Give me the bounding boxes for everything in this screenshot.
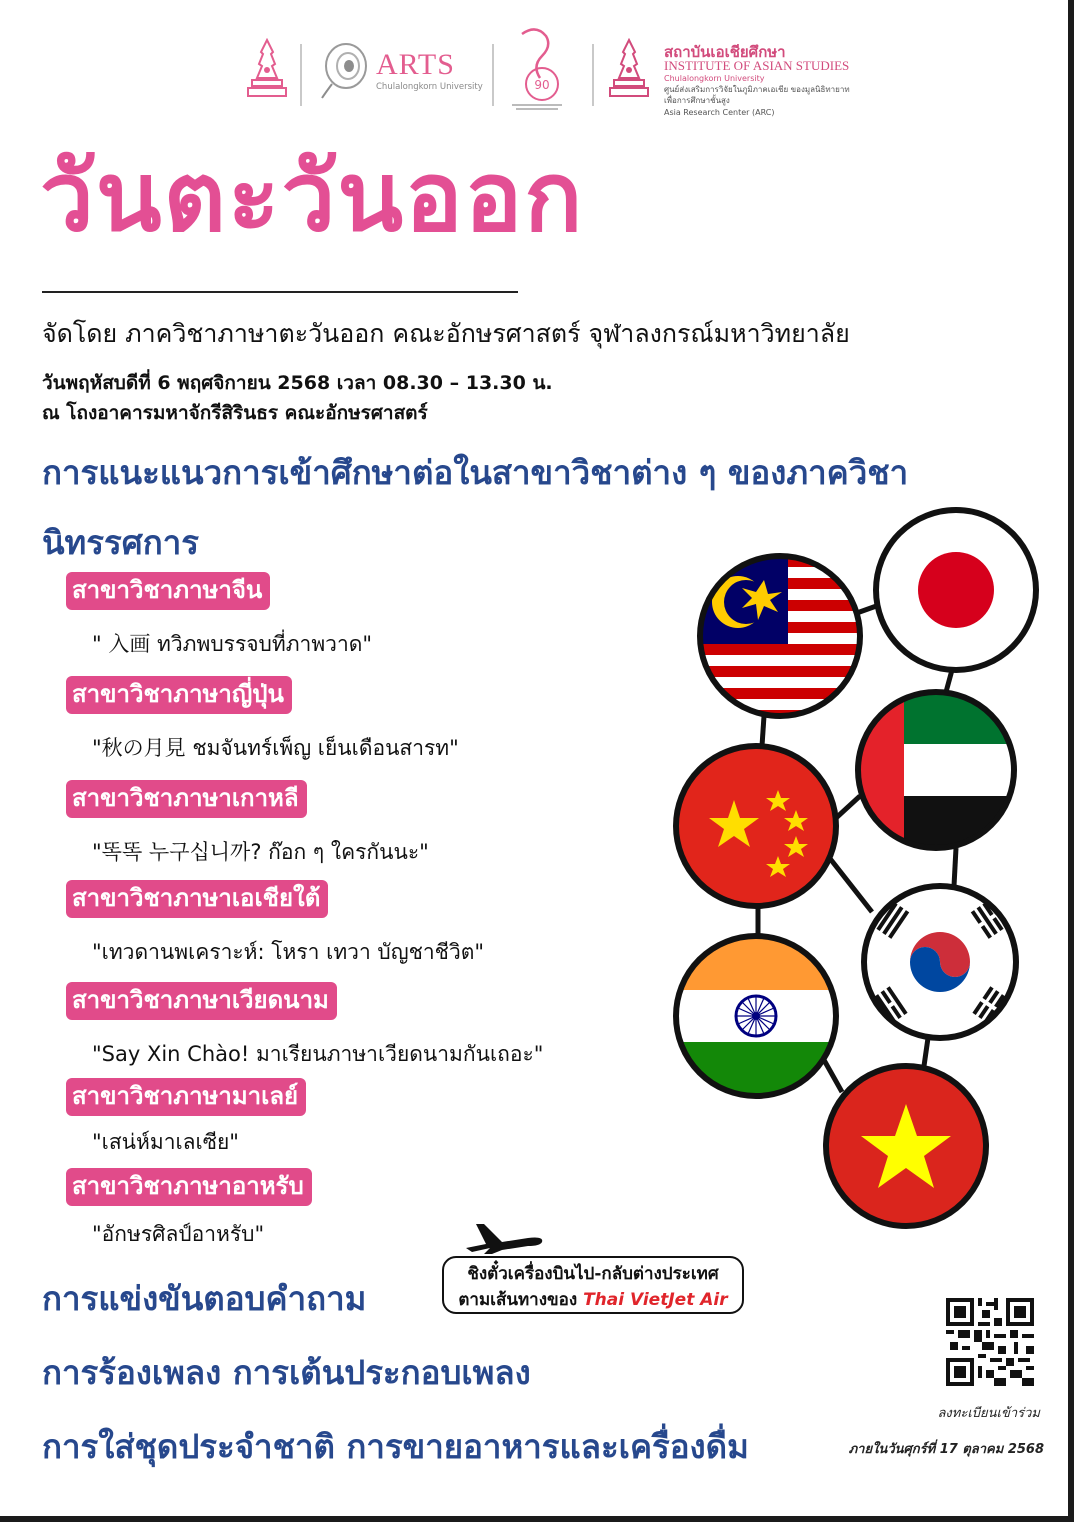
qr-code-icon[interactable] [946, 1298, 1034, 1386]
airplane-icon [462, 1220, 546, 1256]
major-korean-badge: สาขาวิชาภาษาเกาหลี [66, 780, 307, 818]
major-vietnamese-badge: สาขาวิชาภาษาเวียดนาม [66, 982, 337, 1020]
airline-brand: Thai VietJet Air [583, 1290, 728, 1310]
major-south-asian-badge: สาขาวิชาภาษาเอเชียใต้ [66, 880, 328, 918]
singing-heading: การร้องเพลง การเต้นประกอบเพลง [42, 1353, 531, 1392]
peacock-feather-icon [318, 40, 372, 100]
event-date: วันพฤหัสบดีที่ 6 พฤศจิกายน 2568 เวลา 08.30 – 13.30 น. [42, 372, 553, 394]
exhibition-heading: นิทรรศการ [42, 523, 199, 562]
major-korean-quote: "똑똑 누구십니까? ก๊อก ๆ ใครกันนะ" [92, 840, 429, 864]
event-title: วันตะวันออก [40, 141, 585, 253]
major-south-asian-quote: "เทวดานพเคราะห์: โหรา เทวา บัญชาชีวิต" [92, 940, 485, 964]
event-venue: ณ โถงอาคารมหาจักรีสิรินธร คณะอักษรศาสตร์ [42, 402, 428, 424]
major-arabic-quote: "อักษรศิลป์อาหรับ" [92, 1222, 265, 1246]
major-malay-badge: สาขาวิชาภาษามาเลย์ [66, 1078, 306, 1116]
costume-food-heading: การใส่ชุดประจำชาติ การขายอาหารและเครื่องดื่ม [42, 1427, 749, 1466]
arc-logo-english: Asia Research Center (ARC) [664, 108, 775, 117]
major-malay-quote: "เสน่ห์มาเลเซีย" [92, 1130, 239, 1154]
promo-route-text: ตามเส้นทางของ [458, 1290, 584, 1310]
major-japanese-quote: "秋の月見 ชมจันทร์เพ็ญ เย็นเดือนสารท" [92, 736, 459, 760]
anniversary-emblem-icon [502, 26, 572, 112]
ias-logo-english: INSTITUTE OF ASIAN STUDIES [664, 58, 850, 73]
arc-logo-thai: ศูนย์ส่งเสริมการวิจัยในภูมิภาคเอเชีย ของมูลนิธิทายาทเพื่อการศึกษาชั้นสูง [664, 85, 850, 105]
svg-text:90: 90 [534, 78, 550, 92]
ias-logo-thai: สถาบันเอเชียศึกษา [664, 43, 786, 61]
promo-line-1: ชิงตั๋วเครื่องบินไป-กลับต่างประเทศ [467, 1264, 719, 1284]
registration-deadline: ภายในวันศุกร์ที่ 17 ตุลาคม 2568 [848, 1442, 1044, 1457]
title-divider [42, 291, 518, 293]
arts-logo-text: ARTS [376, 48, 455, 81]
major-arabic-badge: สาขาวิชาภาษาอาหรับ [66, 1168, 312, 1206]
major-japanese-badge: สาขาวิชาภาษาญี่ปุ่น [66, 676, 292, 714]
quiz-heading: การแข่งขันตอบคำถาม [42, 1279, 367, 1318]
registration-label: ลงทะเบียนเข้าร่วม [937, 1406, 1040, 1421]
logo-strip [240, 26, 860, 126]
organizer-line: จัดโดย ภาควิชาภาษาตะวันออก คณะอักษรศาสตร์ จุฬาลงกรณ์มหาวิทยาลัย [42, 319, 850, 348]
chula-crest-icon [608, 38, 650, 100]
arts-logo-subtext: Chulalongkorn University [376, 82, 483, 92]
major-vietnamese-quote: "Say Xin Chào! มาเรียนภาษาเวียดนามกันเถอะ" [92, 1042, 544, 1066]
ias-logo-university: Chulalongkorn University [664, 74, 765, 83]
major-chinese-badge: สาขาวิชาภาษาจีน [66, 572, 270, 610]
chula-crest-icon [246, 38, 288, 100]
flight-ticket-promo [442, 1256, 744, 1314]
guidance-heading: การแนะแนวการเข้าศึกษาต่อในสาขาวิชาต่าง ๆ ของภาควิชา [42, 453, 909, 492]
major-chinese-quote: " 入画 ทวิภพบรรจบที่ภาพวาด" [92, 632, 373, 656]
flags-network [640, 500, 1060, 1260]
promo-line-2 [444, 1287, 742, 1313]
